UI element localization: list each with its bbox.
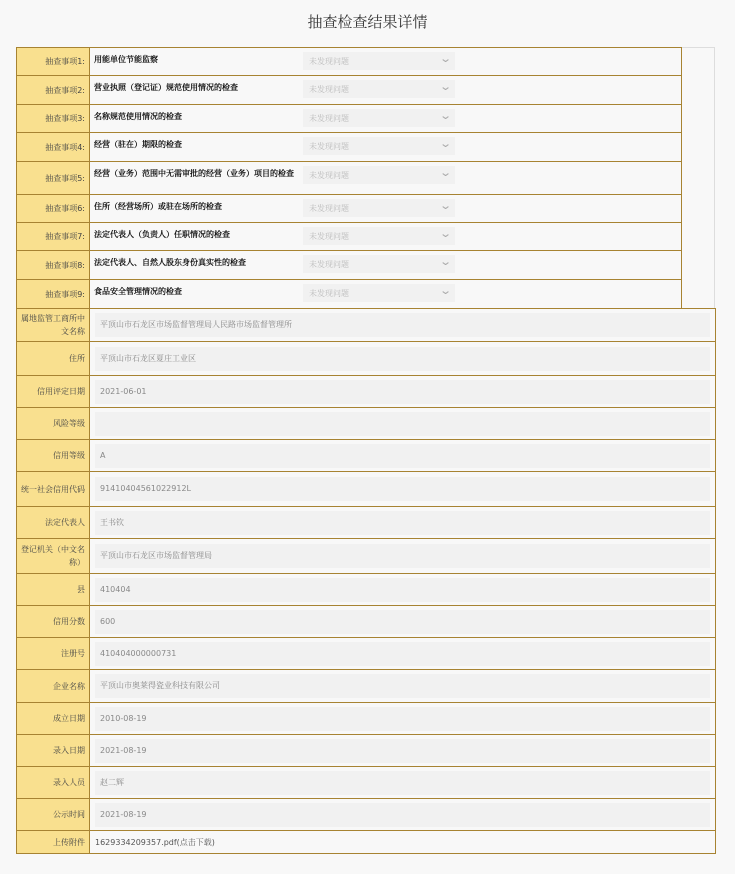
field-label: 属地监管工商所中文名称 (17, 309, 90, 342)
attachment-row (17, 831, 716, 854)
field-row (17, 472, 716, 507)
result-select[interactable] (303, 227, 455, 245)
check-item-row (17, 76, 682, 105)
field-row (17, 670, 716, 703)
chevron-down-icon: ⌄ (438, 109, 452, 122)
field-row (17, 799, 716, 831)
check-item-name: 营业执照（登记证）规范使用情况的检查 (94, 83, 238, 92)
result-select-value: 未发现问题 (309, 114, 349, 123)
result-select[interactable] (303, 137, 455, 155)
check-item-row (17, 251, 682, 280)
result-select-value: 未发现问题 (309, 85, 349, 94)
field-label: 信用评定日期 (17, 376, 90, 408)
field-label: 成立日期 (17, 703, 90, 735)
result-select-value: 未发现问题 (309, 289, 349, 298)
field-input[interactable]: 2021-08-19 (95, 803, 710, 827)
field-input[interactable]: 91410404561022912L (95, 477, 710, 501)
result-select[interactable] (303, 199, 455, 217)
page-title: 抽查检查结果详情 (307, 13, 428, 31)
field-input[interactable]: 600 (95, 610, 710, 634)
field-row (17, 440, 716, 472)
result-select[interactable] (303, 255, 455, 273)
chevron-down-icon: ⌄ (438, 255, 452, 268)
attachment-download-link[interactable]: 1629334209357.pdf(点击下载) (95, 837, 215, 847)
field-row (17, 574, 716, 606)
check-item-label: 抽查事项3: (17, 105, 90, 133)
check-item-label: 抽查事项9: (17, 280, 90, 309)
check-item-name: 住所（经营场所）或驻在场所的检查 (94, 202, 222, 211)
field-input[interactable]: 平顶山市奥莱得瓷业科技有限公司 (95, 674, 710, 698)
field-row (17, 376, 716, 408)
check-item-name: 食品安全管理情况的检查 (94, 287, 182, 296)
check-item-name: 用能单位节能监察 (94, 55, 158, 64)
chevron-down-icon: ⌄ (438, 80, 452, 93)
field-label: 信用分数 (17, 606, 90, 638)
field-row (17, 507, 716, 539)
field-input[interactable]: A (95, 444, 710, 468)
field-label: 录入日期 (17, 735, 90, 767)
result-select[interactable] (303, 80, 455, 98)
field-row (17, 539, 716, 574)
field-input[interactable]: 410404000000731 (95, 642, 710, 666)
result-select[interactable] (303, 52, 455, 70)
chevron-down-icon: ⌄ (438, 137, 452, 150)
result-select-value: 未发现问题 (309, 204, 349, 213)
field-row (17, 735, 716, 767)
field-row (17, 606, 716, 638)
field-input[interactable]: 平顶山市石龙区市场监督管理局 (95, 544, 710, 568)
field-input[interactable]: 王书钦 (95, 511, 710, 535)
field-row (17, 342, 716, 376)
field-input[interactable] (95, 412, 710, 436)
field-label: 公示时间 (17, 799, 90, 831)
field-row (17, 703, 716, 735)
result-select-value: 未发现问题 (309, 260, 349, 269)
result-select-value: 未发现问题 (309, 171, 349, 180)
field-input[interactable]: 2010-08-19 (95, 707, 710, 731)
check-item-name: 法定代表人（负责人）任职情况的检查 (94, 230, 230, 239)
check-item-row (17, 48, 682, 76)
field-label: 风险等级 (17, 408, 90, 440)
field-label: 县 (17, 574, 90, 606)
chevron-down-icon: ⌄ (438, 199, 452, 212)
check-item-row (17, 133, 682, 162)
field-input[interactable]: 平顶山市石龙区夏庄工业区 (95, 347, 710, 371)
check-item-label: 抽查事项4: (17, 133, 90, 162)
field-label: 统一社会信用代码 (17, 472, 90, 507)
field-label: 登记机关（中文名称） (17, 539, 90, 574)
field-input[interactable]: 2021-08-19 (95, 739, 710, 763)
check-item-label: 抽查事项8: (17, 251, 90, 280)
field-label: 上传附件 (17, 831, 90, 854)
check-item-row (17, 280, 682, 309)
check-item-name: 名称规范使用情况的检查 (94, 112, 182, 121)
check-item-row (17, 162, 682, 195)
chevron-down-icon: ⌄ (438, 166, 452, 179)
field-label: 信用等级 (17, 440, 90, 472)
check-item-name: 经营（驻在）期限的检查 (94, 140, 182, 149)
field-label: 录入人员 (17, 767, 90, 799)
check-items-table (16, 47, 682, 309)
check-item-name: 经营（业务）范围中无需审批的经营（业务）项目的检查 (94, 169, 294, 178)
check-item-label: 抽查事项5: (17, 162, 90, 195)
result-select[interactable] (303, 284, 455, 302)
chevron-down-icon: ⌄ (438, 227, 452, 240)
chevron-down-icon: ⌄ (438, 284, 452, 297)
field-label: 法定代表人 (17, 507, 90, 539)
field-label: 企业名称 (17, 670, 90, 703)
side-panel (681, 47, 715, 309)
check-item-row (17, 223, 682, 251)
result-select[interactable] (303, 109, 455, 127)
field-row (17, 408, 716, 440)
check-item-label: 抽查事项7: (17, 223, 90, 251)
chevron-down-icon: ⌄ (438, 52, 452, 65)
check-item-row (17, 105, 682, 133)
check-item-name: 法定代表人、自然人股东身份真实性的检查 (94, 258, 246, 267)
field-input[interactable]: 410404 (95, 578, 710, 602)
field-row (17, 309, 716, 342)
field-input[interactable]: 2021-06-01 (95, 380, 710, 404)
result-select-value: 未发现问题 (309, 142, 349, 151)
check-item-label: 抽查事项6: (17, 195, 90, 223)
result-select-value: 未发现问题 (309, 57, 349, 66)
field-row (17, 638, 716, 670)
check-item-label: 抽查事项2: (17, 76, 90, 105)
field-input[interactable]: 赵二辉 (95, 771, 710, 795)
field-input[interactable]: 平顶山市石龙区市场监督管理局人民路市场监督管理所 (95, 313, 710, 337)
field-row (17, 767, 716, 799)
result-select-value: 未发现问题 (309, 232, 349, 241)
result-select[interactable] (303, 166, 455, 184)
field-label: 住所 (17, 342, 90, 376)
check-item-row (17, 195, 682, 223)
field-label: 注册号 (17, 638, 90, 670)
info-table (16, 308, 716, 854)
check-item-label: 抽查事项1: (17, 48, 90, 76)
